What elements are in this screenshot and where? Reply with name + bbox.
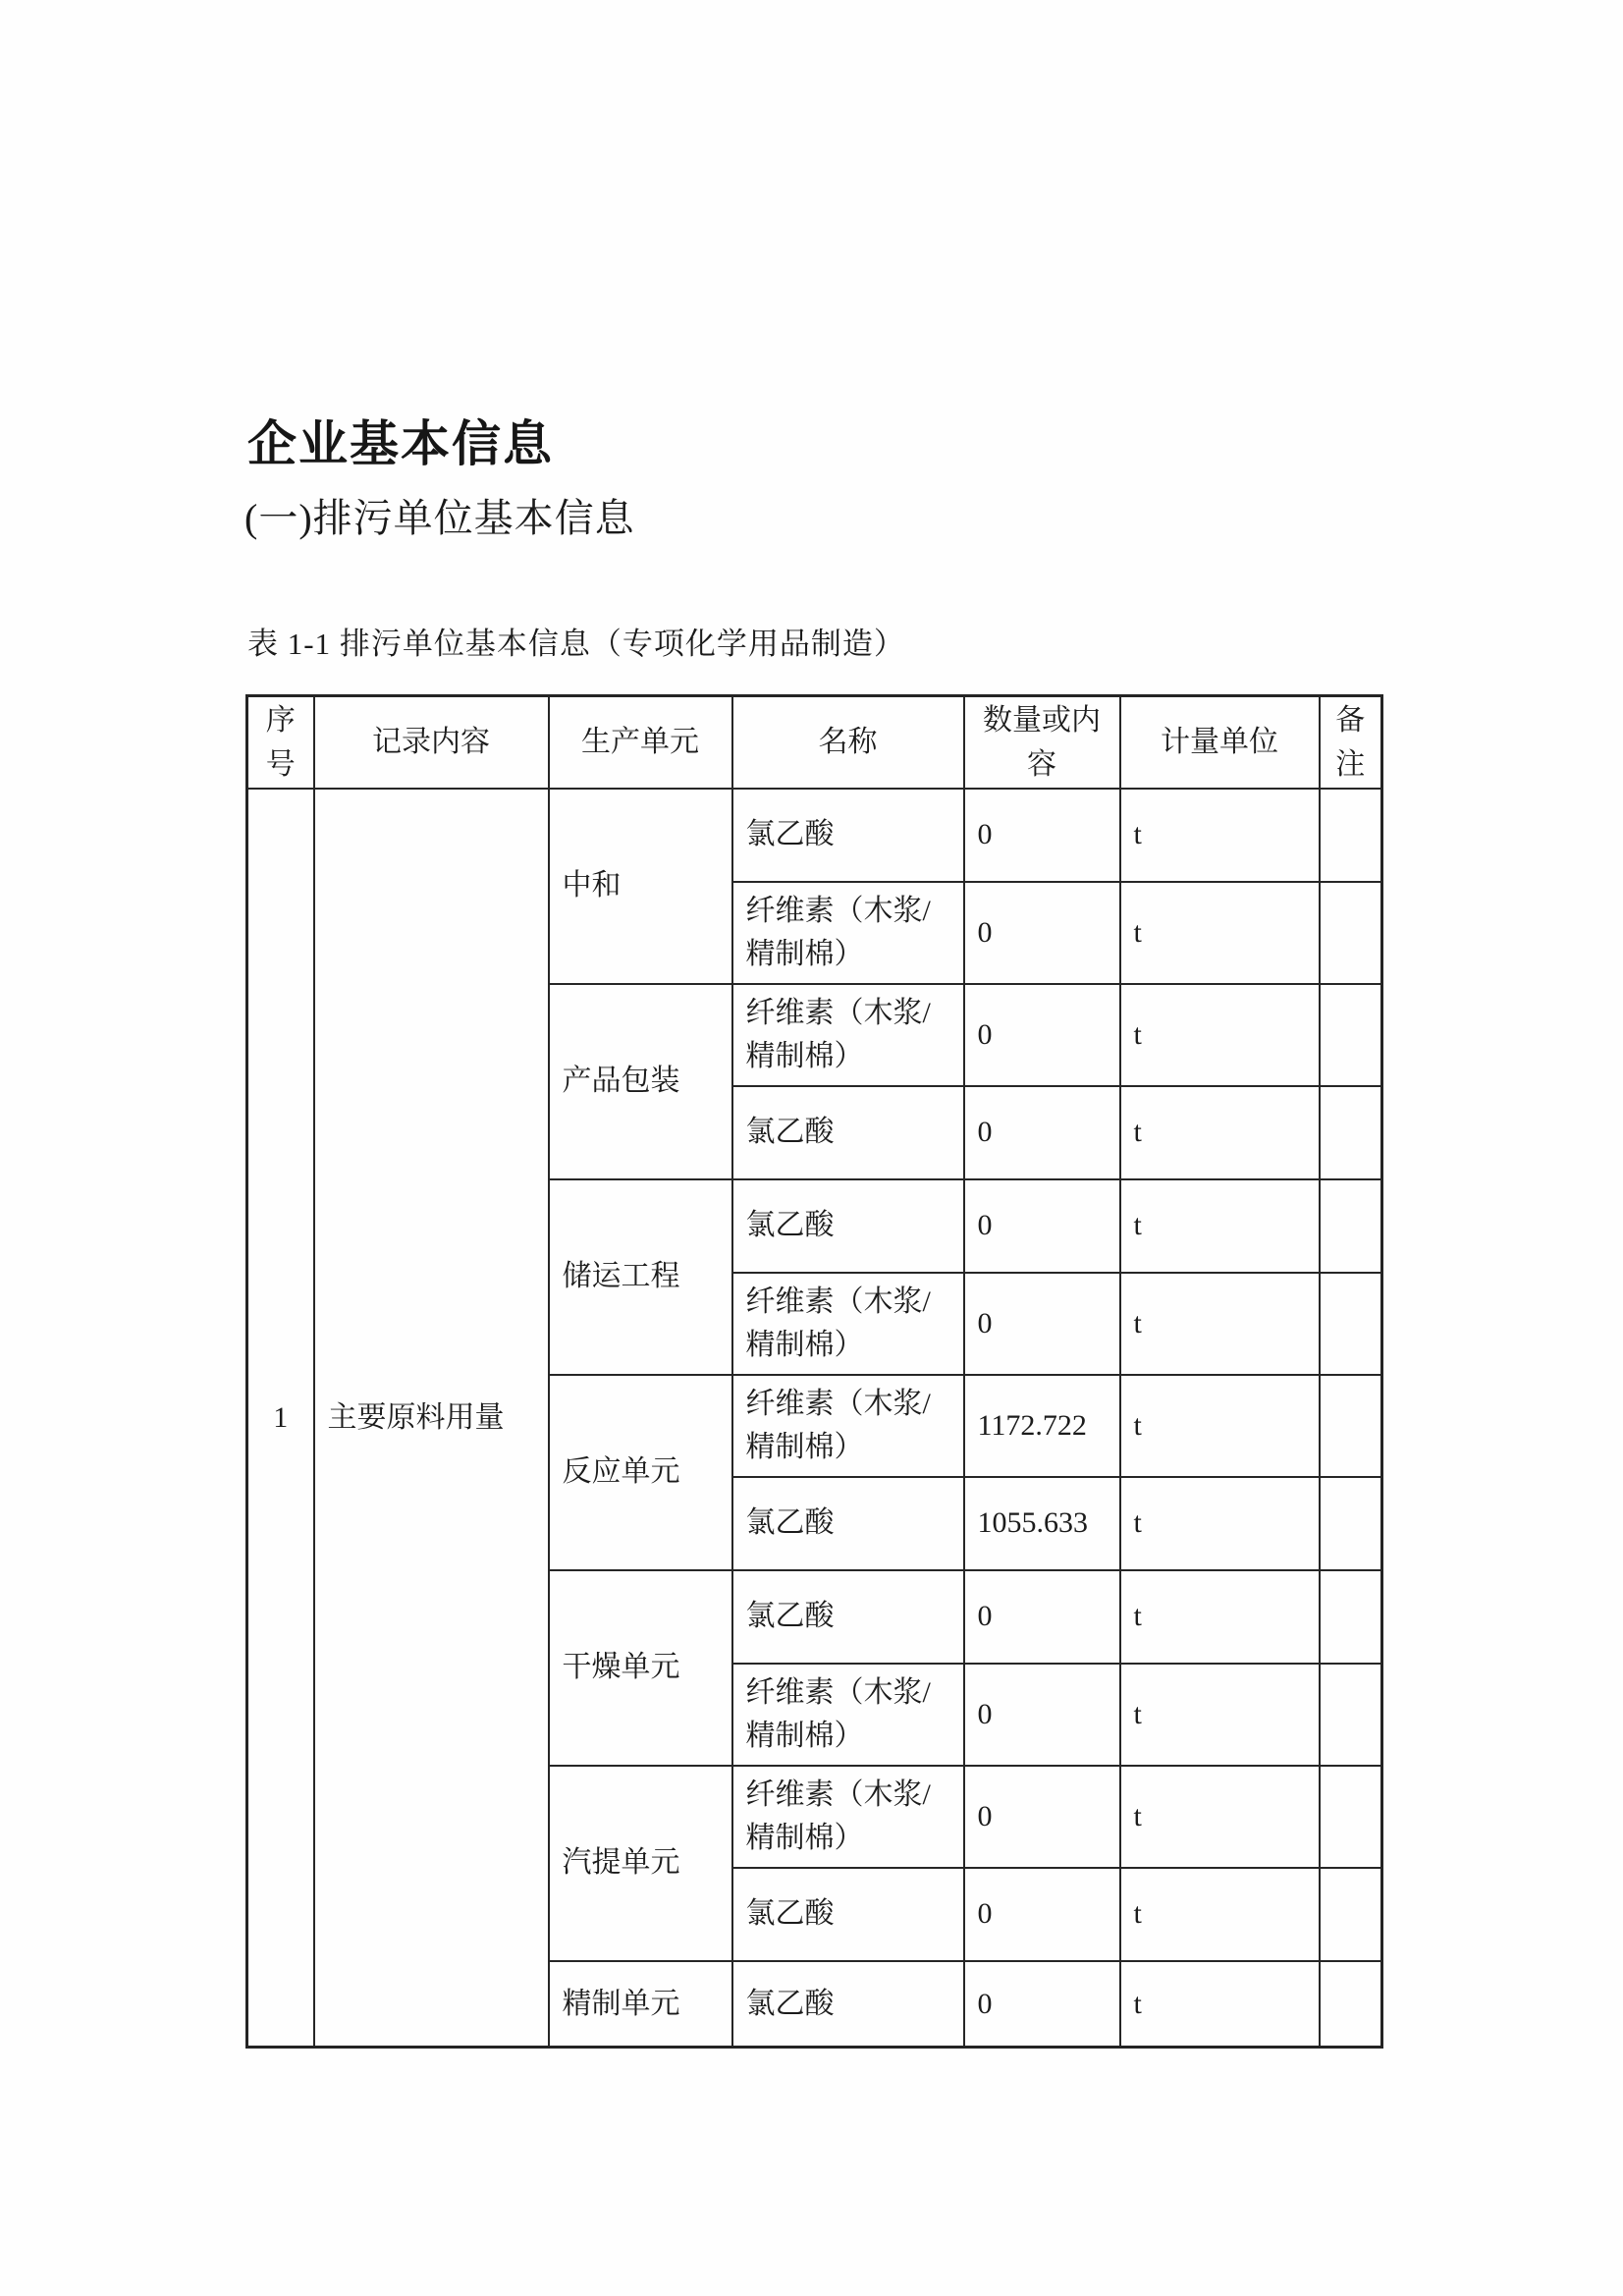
qty-cell: 0 <box>964 1868 1120 1961</box>
uom-cell: t <box>1120 1086 1320 1179</box>
name-cell: 纤维素（木浆/精制棉） <box>732 1766 964 1868</box>
col-header-content: 记录内容 <box>314 696 549 789</box>
uom-cell: t <box>1120 1961 1320 2048</box>
qty-cell: 0 <box>964 984 1120 1086</box>
remark-cell <box>1320 1375 1382 1477</box>
uom-cell: t <box>1120 1664 1320 1766</box>
unit-cell: 汽提单元 <box>549 1766 732 1961</box>
name-cell: 纤维素（木浆/精制棉） <box>732 984 964 1086</box>
record-cell: 主要原料用量 <box>314 789 549 2048</box>
unit-cell: 反应单元 <box>549 1375 732 1570</box>
remark-cell <box>1320 1766 1382 1868</box>
uom-cell: t <box>1120 882 1320 984</box>
name-cell: 纤维素（木浆/精制棉） <box>732 1375 964 1477</box>
remark-cell <box>1320 1179 1382 1273</box>
unit-cell: 储运工程 <box>549 1179 732 1375</box>
qty-cell: 0 <box>964 882 1120 984</box>
qty-cell: 0 <box>964 1664 1120 1766</box>
unit-cell: 干燥单元 <box>549 1570 732 1766</box>
index-cell: 1 <box>247 789 314 2048</box>
uom-cell: t <box>1120 789 1320 882</box>
remark-cell <box>1320 1868 1382 1961</box>
name-cell: 氯乙酸 <box>732 1570 964 1664</box>
remark-cell <box>1320 1961 1382 2048</box>
qty-cell: 0 <box>964 1086 1120 1179</box>
qty-cell: 0 <box>964 1961 1120 2048</box>
name-cell: 氯乙酸 <box>732 789 964 882</box>
qty-cell: 0 <box>964 1570 1120 1664</box>
header-row <box>247 696 1382 789</box>
qty-cell: 1055.633 <box>964 1477 1120 1570</box>
col-header-no <box>247 696 314 789</box>
qty-cell: 1172.722 <box>964 1375 1120 1477</box>
name-cell: 氯乙酸 <box>732 1179 964 1273</box>
name-cell: 纤维素（木浆/精制棉） <box>732 1664 964 1766</box>
qty-cell: 0 <box>964 1273 1120 1375</box>
remark-cell <box>1320 1273 1382 1375</box>
remark-cell <box>1320 789 1382 882</box>
uom-cell: t <box>1120 984 1320 1086</box>
col-header-qty <box>964 696 1120 789</box>
name-cell: 纤维素（木浆/精制棉） <box>732 1273 964 1375</box>
col-header-remark-label: 备注 <box>1335 703 1366 781</box>
remark-cell <box>1320 882 1382 984</box>
table-caption: 表 1-1 排污单位基本信息（专项化学用品制造） <box>247 627 905 661</box>
unit-cell: 精制单元 <box>549 1961 732 2048</box>
unit-cell: 产品包装 <box>549 984 732 1179</box>
remark-cell <box>1320 984 1382 1086</box>
uom-cell: t <box>1120 1570 1320 1664</box>
col-header-name: 名称 <box>732 696 964 789</box>
col-header-no-label: 序号 <box>265 703 296 781</box>
unit-cell: 中和 <box>549 789 732 984</box>
col-header-remark <box>1320 696 1382 789</box>
col-header-unit: 生产单元 <box>549 696 732 789</box>
remark-cell <box>1320 1477 1382 1570</box>
uom-cell: t <box>1120 1477 1320 1570</box>
qty-cell: 0 <box>964 1179 1120 1273</box>
qty-cell: 0 <box>964 789 1120 882</box>
name-cell: 氯乙酸 <box>732 1961 964 2048</box>
uom-cell: t <box>1120 1273 1320 1375</box>
table-row <box>247 789 1382 882</box>
uom-cell: t <box>1120 1375 1320 1477</box>
remark-cell <box>1320 1664 1382 1766</box>
name-cell: 氯乙酸 <box>732 1086 964 1179</box>
remark-cell <box>1320 1570 1382 1664</box>
uom-cell: t <box>1120 1766 1320 1868</box>
remark-cell <box>1320 1086 1382 1179</box>
uom-cell: t <box>1120 1179 1320 1273</box>
name-cell: 氯乙酸 <box>732 1477 964 1570</box>
section-heading: (一)排污单位基本信息 <box>244 496 635 540</box>
basic-info-table <box>245 694 1383 2049</box>
col-header-qty-label: 数量或内容 <box>983 703 1101 781</box>
name-cell: 纤维素（木浆/精制棉） <box>732 882 964 984</box>
name-cell: 氯乙酸 <box>732 1868 964 1961</box>
col-header-uom: 计量单位 <box>1120 696 1320 789</box>
qty-cell: 0 <box>964 1766 1120 1868</box>
page-title: 企业基本信息 <box>247 416 554 471</box>
uom-cell: t <box>1120 1868 1320 1961</box>
